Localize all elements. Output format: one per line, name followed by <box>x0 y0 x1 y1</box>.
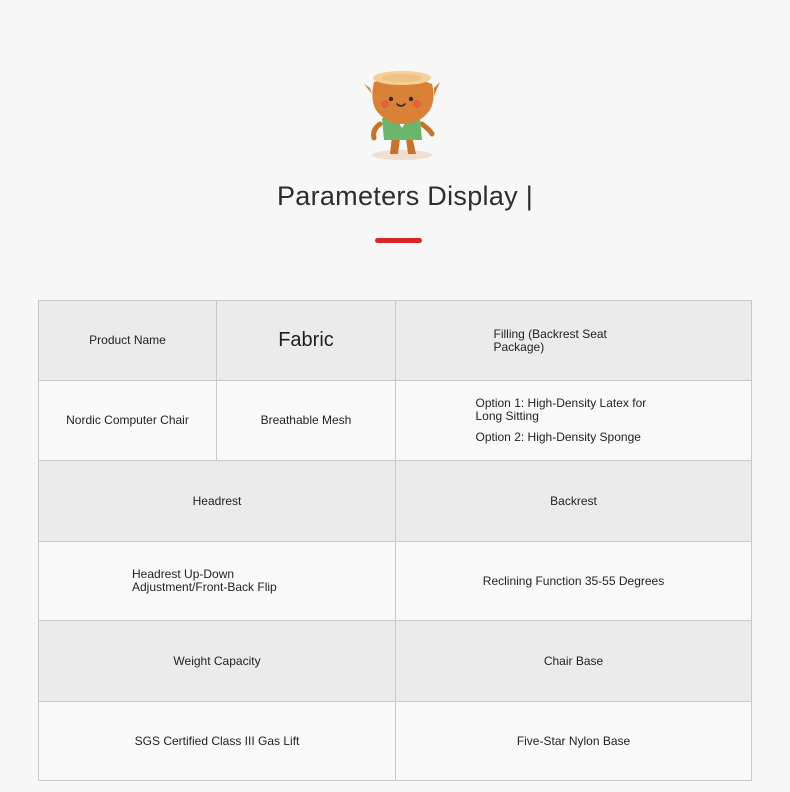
backrest-value: Reclining Function 35-55 Degrees <box>396 542 752 620</box>
weight-capacity-value: SGS Certified Class III Gas Lift <box>39 702 396 780</box>
product-name-value: Nordic Computer Chair <box>39 381 217 460</box>
headrest-value <box>39 542 396 620</box>
headrest-label: Headrest <box>39 461 396 541</box>
tree-stump-mascot-icon <box>362 66 442 162</box>
filling-option-1: Option 1: High-Density Latex for Long Sitting <box>475 396 647 423</box>
table-row <box>39 301 752 381</box>
weight-capacity-label: Weight Capacity <box>39 621 396 701</box>
parameters-table <box>38 300 752 781</box>
title-underline <box>375 238 422 243</box>
filling-value <box>396 381 752 460</box>
fabric-label: Fabric <box>217 301 396 380</box>
backrest-label: Backrest <box>396 461 752 541</box>
table-row <box>39 381 752 461</box>
page-title: Parameters Display | <box>276 181 534 211</box>
chair-base-value: Five-Star Nylon Base <box>396 702 752 780</box>
fabric-value: Breathable Mesh <box>217 381 396 460</box>
product-name-label: Product Name <box>39 301 217 380</box>
table-row <box>39 461 752 542</box>
filling-label-text: Filling (Backrest Seat Package) <box>493 326 607 354</box>
filling-label <box>396 301 752 380</box>
chair-base-label: Chair Base <box>396 621 752 701</box>
table-row <box>39 621 752 702</box>
filling-option-2: Option 2: High-Density Sponge <box>475 430 641 444</box>
table-row <box>39 702 752 781</box>
table-row <box>39 542 752 621</box>
headrest-value-text: Headrest Up-Down Adjustment/Front-Back Flip <box>132 567 277 594</box>
